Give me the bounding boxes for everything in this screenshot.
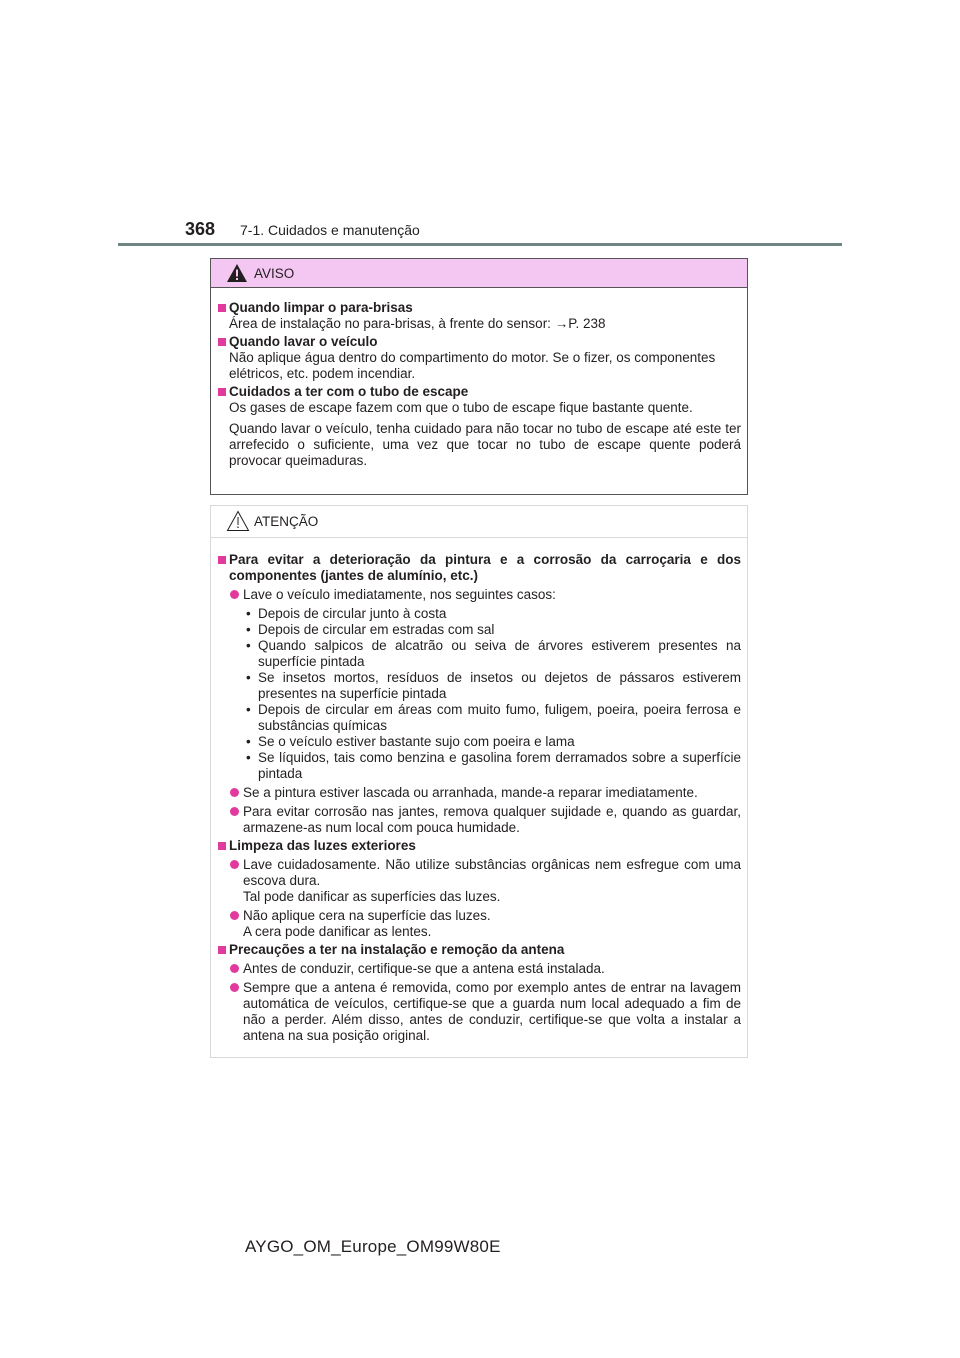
round-bullet-icon	[230, 860, 239, 869]
caution-item-title: Limpeza das luzes exteriores	[229, 838, 416, 853]
section-title: 7-1. Cuidados e manutenção	[240, 222, 420, 238]
warning-label: AVISO	[254, 266, 295, 281]
sub-list-text: Depois de circular em áreas com muito fumo, fuligem, poeira, poeira ferrosa e substâncias químicas	[258, 702, 741, 733]
square-bullet-icon	[218, 304, 226, 312]
sub-list-item: • Depois de circular junto à costa	[246, 606, 447, 621]
caution-item-title: Precauções a ter na instalação e remoção da antena	[229, 942, 565, 957]
caution-item-title: Para evitar a deterioração da pintura e a corrosão da carroçaria e dos componentes (jantes de alumínio, etc.)	[229, 552, 741, 583]
warning-item-title: Quando lavar o veículo	[229, 334, 378, 349]
round-bullet-icon	[230, 590, 239, 599]
sub-list-text: Quando salpicos de alcatrão ou seiva de árvores estiverem presentes na superfície pintada	[258, 638, 741, 669]
caution-box-body	[211, 538, 747, 1044]
warning-item	[218, 334, 741, 382]
sub-list-text: Se insetos mortos, resíduos de insetos ou dejetos de pássaros estiverem presentes na superfície pintada	[258, 670, 741, 701]
page-number: 368	[185, 219, 216, 239]
caution-item	[218, 838, 741, 940]
caution-point-text: Se a pintura estiver lascada ou arranhada, mande-a reparar imediatamente.	[243, 785, 698, 800]
round-bullet-icon	[230, 911, 239, 920]
warning-item-text: Não aplique água dentro do compartimento do motor. Se o fizer, os componentes elétricos, etc. podem incendiar.	[229, 350, 716, 381]
warning-item-title: Cuidados a ter com o tubo de escape	[229, 384, 469, 399]
caution-box-header	[211, 506, 747, 538]
caution-item	[218, 942, 741, 1044]
sub-list	[243, 606, 741, 782]
round-bullet-icon	[230, 983, 239, 992]
caution-label: ATENÇÃO	[254, 514, 319, 529]
caution-point	[229, 804, 741, 836]
warning-box-header	[211, 259, 747, 288]
sub-list-text: Depois de circular junto à costa	[258, 606, 447, 621]
warning-item-text: Os gases de escape fazem com que o tubo de escape fique bastante quente.	[229, 400, 693, 415]
header-rule	[118, 243, 842, 246]
caution-box	[210, 505, 748, 1058]
caution-point-text: Tal pode danificar as superfícies das luzes.	[243, 889, 501, 904]
caution-triangle-icon	[226, 510, 250, 532]
square-bullet-icon	[218, 842, 226, 850]
warning-item-title: Quando limpar o para-brisas	[229, 300, 413, 315]
sub-list-item: • Depois de circular em estradas com sal	[246, 622, 495, 637]
caution-point	[229, 587, 741, 782]
caution-item	[218, 552, 741, 836]
square-bullet-icon	[218, 946, 226, 954]
sub-list-item: • Se o veículo estiver bastante sujo com poeira e lama	[246, 734, 575, 749]
round-bullet-icon	[230, 807, 239, 816]
round-bullet-icon	[230, 964, 239, 973]
sub-list-text: Depois de circular em estradas com sal	[258, 622, 495, 637]
caution-point-text: Antes de conduzir, certifique-se que a antena está instalada.	[243, 961, 605, 976]
sub-list-text: Se o veículo estiver bastante sujo com poeira e lama	[258, 734, 575, 749]
warning-item-text: Área de instalação no para-brisas, à frente do sensor: →P. 238	[229, 316, 606, 331]
caution-point-text: Lave cuidadosamente. Não utilize substâncias orgânicas nem esfregue com uma escova dura.	[243, 857, 741, 888]
caution-point-text: Lave o veículo imediatamente, nos seguintes casos:	[243, 587, 556, 602]
round-bullet-icon	[230, 788, 239, 797]
warning-box	[210, 258, 748, 495]
warning-item	[218, 300, 741, 332]
sub-list-item: • Se líquidos, tais como benzina e gasolina forem derramados sobre a superfície pintada	[246, 750, 741, 781]
page-header	[185, 219, 785, 241]
square-bullet-icon	[218, 338, 226, 346]
document-code: AYGO_OM_Europe_OM99W80E	[245, 1237, 501, 1256]
caution-point	[229, 857, 741, 905]
caution-point-text: Sempre que a antena é removida, como por exemplo antes de entrar na lavagem automática de veículos, certifique-se que a guarda num local adequado a fim de não a perder. Além disso, antes de conduzir, certifique-se que volta a instalar a antena na sua posição original.	[243, 980, 741, 1043]
caution-point	[229, 785, 741, 801]
caution-point-text: Não aplique cera na superfície das luzes.	[243, 908, 491, 923]
caution-point	[229, 961, 741, 977]
warning-box-body	[211, 288, 747, 469]
caution-point-text: Para evitar corrosão nas jantes, remova qualquer sujidade e, quando as guardar, armazene-as num local com pouca humidade.	[243, 804, 741, 835]
warning-item	[218, 384, 741, 469]
caution-point	[229, 908, 741, 940]
square-bullet-icon	[218, 388, 226, 396]
sub-list-item: • Quando salpicos de alcatrão ou seiva de árvores estiverem presentes na superfície pintada	[246, 638, 741, 669]
sub-list-text: Se líquidos, tais como benzina e gasolina forem derramados sobre a superfície pintada	[258, 750, 741, 781]
caution-point-text: A cera pode danificar as lentes.	[243, 924, 432, 939]
warning-item-text: Quando lavar o veículo, tenha cuidado para não tocar no tubo de escape até este ter arrefecido o suficiente, uma vez que tocar no tubo de escape quente poderá provocar queimaduras.	[229, 421, 741, 468]
sub-list-item: • Depois de circular em áreas com muito fumo, fuligem, poeira, poeira ferrosa e substâncias químicas	[246, 702, 741, 733]
sub-list-item: • Se insetos mortos, resíduos de insetos ou dejetos de pássaros estiverem presentes na superfície pintada	[246, 670, 741, 701]
caution-point	[229, 980, 741, 1044]
warning-triangle-icon	[226, 263, 248, 283]
square-bullet-icon	[218, 556, 226, 564]
